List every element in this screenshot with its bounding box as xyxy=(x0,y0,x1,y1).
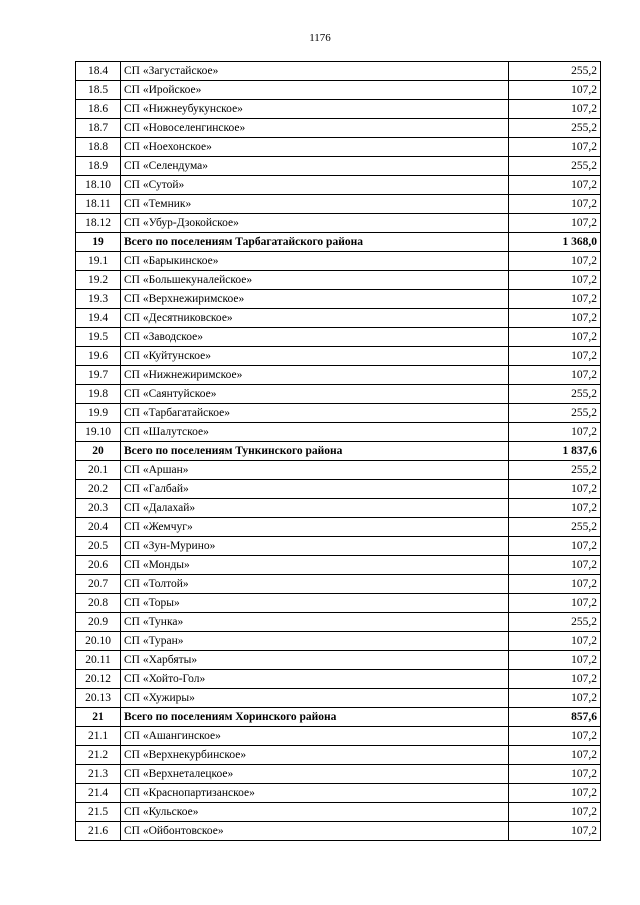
amount-value: 255,2 xyxy=(509,157,601,176)
table-row xyxy=(76,309,601,328)
settlement-name: СП «Хужиры» xyxy=(121,689,509,708)
amount-value: 107,2 xyxy=(509,689,601,708)
amount-value: 107,2 xyxy=(509,537,601,556)
amount-value: 255,2 xyxy=(509,119,601,138)
row-number: 19.5 xyxy=(76,328,121,347)
table-row xyxy=(76,537,601,556)
page-number: 1176 xyxy=(309,32,331,44)
row-number: 20.1 xyxy=(76,461,121,480)
row-number: 19.9 xyxy=(76,404,121,423)
row-number: 18.11 xyxy=(76,195,121,214)
row-number: 21.6 xyxy=(76,822,121,841)
amount-value: 107,2 xyxy=(509,822,601,841)
table-row xyxy=(76,62,601,81)
row-number: 19 xyxy=(76,233,121,252)
row-number: 21.2 xyxy=(76,746,121,765)
table-row xyxy=(76,271,601,290)
amount-value: 107,2 xyxy=(509,100,601,119)
amount-value: 107,2 xyxy=(509,556,601,575)
amount-value: 107,2 xyxy=(509,480,601,499)
settlement-name: СП «Ашангинское» xyxy=(121,727,509,746)
amount-value: 255,2 xyxy=(509,62,601,81)
table-row xyxy=(76,347,601,366)
settlement-name: СП «Большекуналейское» xyxy=(121,271,509,290)
table-row xyxy=(76,100,601,119)
settlement-name: СП «Верхнежиримское» xyxy=(121,290,509,309)
table-row xyxy=(76,214,601,233)
amount-value: 107,2 xyxy=(509,271,601,290)
row-number: 21.4 xyxy=(76,784,121,803)
table-row xyxy=(76,328,601,347)
settlement-name: СП «Барыкинское» xyxy=(121,252,509,271)
amount-value: 107,2 xyxy=(509,176,601,195)
table-row xyxy=(76,746,601,765)
row-number: 19.2 xyxy=(76,271,121,290)
settlement-name: СП «Сутой» xyxy=(121,176,509,195)
table-row xyxy=(76,252,601,271)
table-row xyxy=(76,119,601,138)
table-row xyxy=(76,176,601,195)
table-row xyxy=(76,366,601,385)
table-row xyxy=(76,195,601,214)
settlement-name: Всего по поселениям Тункинского района xyxy=(121,442,509,461)
settlements-table xyxy=(75,61,601,841)
row-number: 19.10 xyxy=(76,423,121,442)
row-number: 18.9 xyxy=(76,157,121,176)
amount-value: 107,2 xyxy=(509,651,601,670)
row-number: 19.1 xyxy=(76,252,121,271)
row-number: 20.6 xyxy=(76,556,121,575)
row-number: 19.8 xyxy=(76,385,121,404)
row-number: 20.12 xyxy=(76,670,121,689)
settlement-name: СП «Кульское» xyxy=(121,803,509,822)
row-number: 20.10 xyxy=(76,632,121,651)
table-total-row xyxy=(76,442,601,461)
row-number: 20.7 xyxy=(76,575,121,594)
amount-value: 107,2 xyxy=(509,328,601,347)
table-row xyxy=(76,290,601,309)
amount-value: 107,2 xyxy=(509,214,601,233)
table-row xyxy=(76,670,601,689)
amount-value: 107,2 xyxy=(509,309,601,328)
row-number: 20.8 xyxy=(76,594,121,613)
row-number: 18.5 xyxy=(76,81,121,100)
amount-value: 255,2 xyxy=(509,518,601,537)
settlement-name: СП «Нижнежиримское» xyxy=(121,366,509,385)
table-row xyxy=(76,651,601,670)
row-number: 20.3 xyxy=(76,499,121,518)
table-row xyxy=(76,594,601,613)
table-row xyxy=(76,689,601,708)
amount-value: 255,2 xyxy=(509,613,601,632)
table-total-row xyxy=(76,233,601,252)
table-row xyxy=(76,81,601,100)
amount-value: 107,2 xyxy=(509,195,601,214)
table-row xyxy=(76,727,601,746)
row-number: 20 xyxy=(76,442,121,461)
amount-value: 107,2 xyxy=(509,81,601,100)
settlement-name: СП «Ойбонтовское» xyxy=(121,822,509,841)
table-row xyxy=(76,138,601,157)
settlement-name: СП «Тунка» xyxy=(121,613,509,632)
amount-value: 107,2 xyxy=(509,670,601,689)
amount-value: 107,2 xyxy=(509,632,601,651)
table-row xyxy=(76,518,601,537)
settlement-name: СП «Зун-Мурино» xyxy=(121,537,509,556)
row-number: 20.13 xyxy=(76,689,121,708)
table-row xyxy=(76,822,601,841)
settlement-name: Всего по поселениям Тарбагатайского района xyxy=(121,233,509,252)
amount-value: 107,2 xyxy=(509,594,601,613)
table-row xyxy=(76,423,601,442)
amount-value: 107,2 xyxy=(509,138,601,157)
row-number: 20.4 xyxy=(76,518,121,537)
row-number: 18.4 xyxy=(76,62,121,81)
row-number: 18.8 xyxy=(76,138,121,157)
row-number: 20.2 xyxy=(76,480,121,499)
amount-value: 107,2 xyxy=(509,765,601,784)
table-row xyxy=(76,385,601,404)
row-number: 21.3 xyxy=(76,765,121,784)
settlement-name: СП «Жемчуг» xyxy=(121,518,509,537)
settlement-name: СП «Десятниковское» xyxy=(121,309,509,328)
table-row xyxy=(76,784,601,803)
settlement-name: СП «Загустайское» xyxy=(121,62,509,81)
settlement-name: СП «Краснопартизанское» xyxy=(121,784,509,803)
settlement-name: СП «Галбай» xyxy=(121,480,509,499)
table-body xyxy=(76,62,601,841)
settlement-name: СП «Селендума» xyxy=(121,157,509,176)
amount-value: 107,2 xyxy=(509,727,601,746)
settlement-name: СП «Далахай» xyxy=(121,499,509,518)
amount-value: 107,2 xyxy=(509,784,601,803)
row-number: 19.3 xyxy=(76,290,121,309)
row-number: 18.7 xyxy=(76,119,121,138)
amount-value: 107,2 xyxy=(509,423,601,442)
row-number: 21 xyxy=(76,708,121,727)
row-number: 20.11 xyxy=(76,651,121,670)
table-row xyxy=(76,499,601,518)
table-row xyxy=(76,461,601,480)
row-number: 18.12 xyxy=(76,214,121,233)
table-row xyxy=(76,556,601,575)
settlement-name: СП «Шалутское» xyxy=(121,423,509,442)
table-row xyxy=(76,803,601,822)
row-number: 18.10 xyxy=(76,176,121,195)
row-number: 21.1 xyxy=(76,727,121,746)
amount-value: 1 368,0 xyxy=(509,233,601,252)
settlement-name: СП «Куйтунское» xyxy=(121,347,509,366)
row-number: 18.6 xyxy=(76,100,121,119)
table-row xyxy=(76,157,601,176)
amount-value: 107,2 xyxy=(509,366,601,385)
row-number: 20.5 xyxy=(76,537,121,556)
row-number: 19.4 xyxy=(76,309,121,328)
settlement-name: СП «Верхнеталецкое» xyxy=(121,765,509,784)
settlement-name: СП «Саянтуйское» xyxy=(121,385,509,404)
settlement-name: СП «Нижнеубукунское» xyxy=(121,100,509,119)
amount-value: 107,2 xyxy=(509,746,601,765)
amount-value: 107,2 xyxy=(509,499,601,518)
table-row xyxy=(76,632,601,651)
settlement-name: СП «Темник» xyxy=(121,195,509,214)
table-row xyxy=(76,575,601,594)
settlement-name: СП «Торы» xyxy=(121,594,509,613)
table-row xyxy=(76,765,601,784)
settlement-name: СП «Аршан» xyxy=(121,461,509,480)
settlement-name: СП «Заводское» xyxy=(121,328,509,347)
table-row xyxy=(76,404,601,423)
settlement-name: СП «Иройское» xyxy=(121,81,509,100)
amount-value: 107,2 xyxy=(509,347,601,366)
settlement-name: СП «Туран» xyxy=(121,632,509,651)
table-row xyxy=(76,480,601,499)
amount-value: 1 837,6 xyxy=(509,442,601,461)
row-number: 20.9 xyxy=(76,613,121,632)
table-total-row xyxy=(76,708,601,727)
row-number: 21.5 xyxy=(76,803,121,822)
settlement-name: СП «Монды» xyxy=(121,556,509,575)
settlement-name: СП «Убур-Дзокойское» xyxy=(121,214,509,233)
row-number: 19.7 xyxy=(76,366,121,385)
amount-value: 107,2 xyxy=(509,252,601,271)
amount-value: 255,2 xyxy=(509,404,601,423)
settlement-name: СП «Верхнекурбинское» xyxy=(121,746,509,765)
settlement-name: СП «Новоселенгинское» xyxy=(121,119,509,138)
settlement-name: СП «Толтой» xyxy=(121,575,509,594)
amount-value: 107,2 xyxy=(509,290,601,309)
amount-value: 255,2 xyxy=(509,385,601,404)
settlement-name: СП «Хойто-Гол» xyxy=(121,670,509,689)
settlement-name: Всего по поселениям Хоринского района xyxy=(121,708,509,727)
amount-value: 107,2 xyxy=(509,803,601,822)
settlement-name: СП «Ноехонское» xyxy=(121,138,509,157)
row-number: 19.6 xyxy=(76,347,121,366)
table-row xyxy=(76,613,601,632)
amount-value: 857,6 xyxy=(509,708,601,727)
amount-value: 255,2 xyxy=(509,461,601,480)
amount-value: 107,2 xyxy=(509,575,601,594)
settlement-name: СП «Харбяты» xyxy=(121,651,509,670)
settlement-name: СП «Тарбагатайское» xyxy=(121,404,509,423)
